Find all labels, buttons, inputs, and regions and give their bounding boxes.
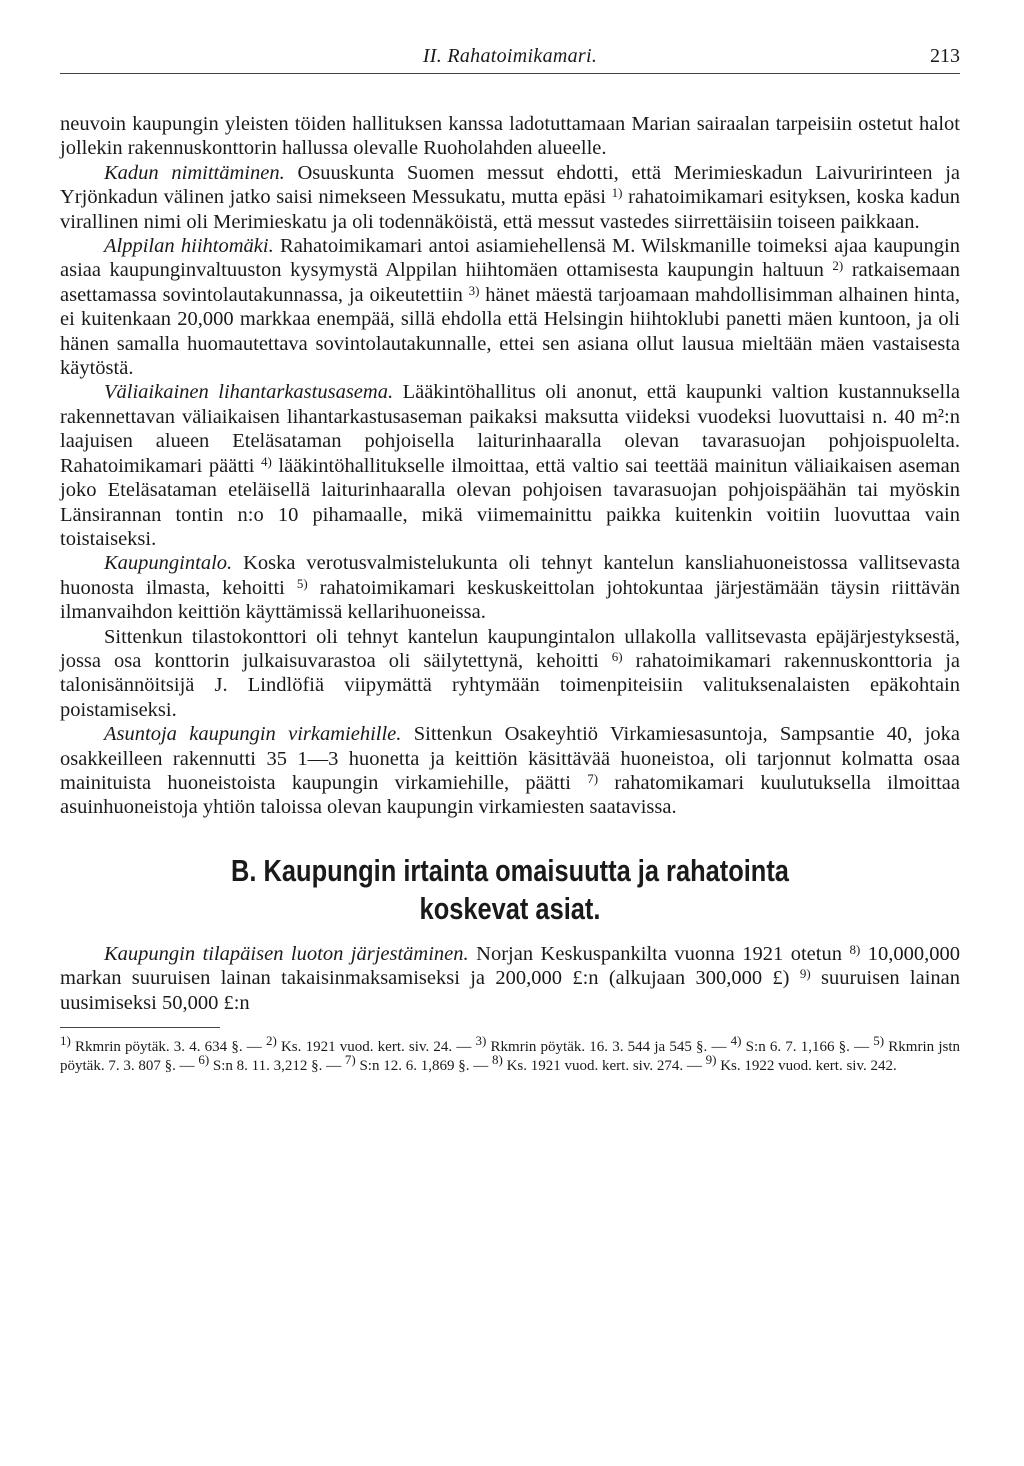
paragraph <box>60 942 960 1015</box>
paragraph-text: S:n 8. 11. 3,212 §. — <box>209 1058 345 1074</box>
footnote-marker: 9) <box>705 1052 717 1067</box>
section-paragraph-list <box>60 942 960 1015</box>
paragraph-text: Lääkintöhallitus oli anonut, että kaupunki valtion kustannuksella rakennettavan väliaikaisen lihantarkastusaseman paikaksi maksutta viideksi vuodeksi luovuttaisi n. 40 m²:n laajuisen alueen Eteläsataman pohjoisella laiturinhaaralla olevan tavarasuojan pohjoispuolelta. Rahatoimikamari päätti <box>60 381 960 477</box>
footnote-marker: 7) <box>344 1052 356 1067</box>
paragraph-heading: Kaupungin tilapäisen luoton järjestäminen. <box>104 942 469 965</box>
footnote-marker: 4) <box>730 1033 742 1048</box>
paragraph <box>60 380 960 551</box>
paragraph <box>60 112 960 161</box>
paragraph-heading: Kaupungintalo. <box>104 552 233 575</box>
header-rule <box>60 73 960 74</box>
section-heading-line-2: koskevat asiat. <box>419 890 601 926</box>
paragraph-text: Sittenkun Osakeyhtiö Virkamiesasuntoja, Sampsantie 40, joka osakkeilleen rakennutti 35 1—3 huonetta ja keittiön käsittävää huoneistoa, oli tarjonnut kolmatta osaa mainituista huoneistoista kaupungin virkamiehille, päätti <box>60 723 961 794</box>
footnote-marker: 8) <box>491 1052 503 1067</box>
paragraph-text: Ks. 1922 vuod. kert. siv. 242. <box>716 1058 897 1074</box>
paragraph-text: suuruisen lainan uusimiseksi 50,000 £:n <box>60 967 960 1014</box>
paragraph <box>60 234 960 380</box>
paragraph-text: rahatoimikamari esityksen, koska kadun virallinen nimi oli Merimieskatu ja oli todennäköistä, että messut vastedes siirrettäisiin toiseen paikkaan. <box>60 186 960 233</box>
page-number: 213 <box>930 45 960 67</box>
footnote-marker: 8) <box>849 941 861 957</box>
footnote-marker: 1) <box>611 185 623 201</box>
paragraph <box>60 722 960 820</box>
section-heading-line-1: B. Kaupungin irtainta omaisuutta ja rahatointa <box>231 852 789 888</box>
footnote-marker: 6) <box>198 1052 210 1067</box>
footnote-marker: 9) <box>799 966 811 982</box>
paragraph-heading: Alppilan hiihtomäki. <box>104 235 274 258</box>
footnote-marker: 5) <box>873 1033 885 1048</box>
footnotes <box>60 1033 960 1076</box>
paragraph-text: S:n 12. 6. 1,869 §. — <box>355 1058 492 1074</box>
paragraph-text: rahatomikamari kuulutuksella ilmoittaa asuinhuoneistoja yhtiön taloissa olevan kaupungin virkamiesten saatavissa. <box>60 771 960 819</box>
paragraph-list <box>60 112 960 820</box>
paragraph-text: Ks. 1921 vuod. kert. siv. 24. — <box>276 1039 476 1055</box>
paragraph-text: Rkmrin pöytäk. 3. 4. 634 §. — <box>70 1039 266 1055</box>
footnote-marker: 6) <box>611 648 623 664</box>
paragraph-text: Rahatoimikamari antoi asiamiehellensä M. Wilskmanille toimeksi ajaa kaupungin asiaa kaupunginvaltuuston kysymystä Alppilan hiihtomäen ottamisesta kaupungin haltuun <box>60 235 961 282</box>
paragraph-heading: Asuntoja kaupungin virkamiehille. <box>104 723 402 746</box>
paragraph-text: hänet mäestä tarjoamaan mahdollisimman alhainen hinta, ei kuitenkaan 20,000 markkaa enempää, sillä ehdolla että Helsingin hiihtoklubi panetti mäen kuntoon, ja oli hänen samalla huomautettava sovintolautakunnalle, ettei sen asiana ollut lausua mieltään mäen vastaisesta käytöstä. <box>60 283 960 380</box>
section-heading <box>141 852 879 928</box>
paragraph <box>60 625 960 723</box>
paragraph-text: rahatoimikamari keskuskeittolan johtokuntaa järjestämään täysin riittävän ilmanvaihdon keittiön käyttämissä kellarihuoneissa. <box>60 576 960 624</box>
paragraph-text: ratkaisemaan asettamassa sovintolautakunnassa, ja oikeutettiin <box>60 259 960 306</box>
paragraph-text: Rkmrin pöytäk. 16. 3. 544 ja 545 §. — <box>486 1039 731 1055</box>
paragraph-text: Ks. 1921 vuod. kert. siv. 274. — <box>502 1058 706 1074</box>
header-title: II. Rahatoimikamari. <box>422 45 598 67</box>
running-header <box>60 40 960 72</box>
paragraph-text: Koska verotusvalmistelukunta oli tehnyt kantelun kansliahuoneistossa vallitsevasta huonosta ilmasta, kehoitti <box>60 552 960 599</box>
document-page <box>60 40 961 1074</box>
page-body <box>60 112 960 1076</box>
paragraph <box>60 161 960 234</box>
footnote-marker: 2) <box>832 258 844 274</box>
paragraph-text: Norjan Keskuspankilta vuonna 1921 otetun <box>468 942 850 965</box>
paragraph-text: lääkintöhallitukselle ilmoittaa, että valtio sai teettää mainitun väliaikaisen aseman joko Eteläsataman eteläisellä laiturinhaaralla olevan pohjoisen tavarasuojan pohjoispäähän tai myöskin Länsirannan tontin n:o 10 pihamaalle, mikä viimemainittu paikka kuitenkin voitiin luovuttaa vain toistaiseksi. <box>60 454 960 550</box>
footnote-marker: 3) <box>475 1033 487 1048</box>
paragraph-heading: Kadun nimittäminen. <box>104 161 285 184</box>
paragraph-text: Sittenkun tilastokonttori oli tehnyt kantelun kaupungintalon ullakolla vallitsevasta epäjärjestyksestä, jossa osa konttorin julkaisuvarastoa oli säilytettynä, kehoitti <box>60 625 960 672</box>
paragraph-text: Osuuskunta Suomen messut ehdotti, että Merimieskadun Laivuririnteen ja Yrjönkadun välinen jatko saisi nimekseen Messukatu, mutta epäsi <box>60 161 961 209</box>
footnote-marker: 4) <box>261 453 272 469</box>
paragraph-text: 10,000,000 markan suuruisen lainan takaisinmaksamiseksi ja 200,000 £:n (alkujaan 300,000 £) <box>60 942 961 990</box>
footnote-marker: 7) <box>587 770 599 786</box>
footnote-marker: 1) <box>60 1033 71 1048</box>
paragraph-text: Rkmrin jstn pöytäk. 7. 3. 807 §. — <box>60 1039 960 1074</box>
paragraph <box>60 551 960 624</box>
footnote-marker: 5) <box>296 575 308 591</box>
footnote-rule <box>60 1027 220 1028</box>
paragraph-text: rahatoimikamari rakennuskonttoria ja talonisännöitsijä J. Lindlöfiä viipymättä ryhtymään toimenpiteisiin valituksenalaisten epäkohtain poistamiseksi. <box>60 649 961 721</box>
paragraph-text: S:n 6. 7. 1,166 §. — <box>741 1039 874 1055</box>
paragraph-text: neuvoin kaupungin yleisten töiden hallituksen kanssa ladotuttamaan Marian sairaalan tarpeisiin ostetut halot jollekin rakennuskonttorin hallussa olevalle Ruoholahden alueelle. <box>60 113 960 160</box>
footnote-marker: 2) <box>265 1033 277 1048</box>
paragraph-heading: Väliaikainen lihantarkastusasema. <box>104 381 394 404</box>
footnote-marker: 3) <box>468 282 480 298</box>
